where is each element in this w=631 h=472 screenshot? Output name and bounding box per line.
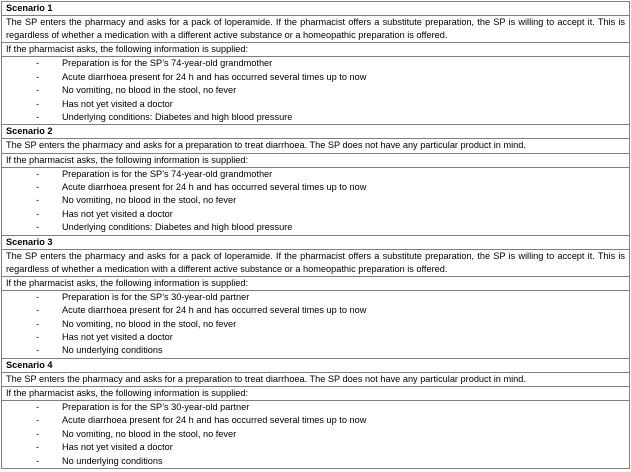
bullet-dash: - [36, 345, 40, 356]
list-item [2, 208, 629, 221]
list-item-text: Underlying conditions: Diabetes and high blood pressure [62, 222, 293, 233]
bullet-dash: - [36, 98, 40, 109]
bullet-dash: - [36, 181, 40, 192]
bullet-dash: - [36, 402, 40, 413]
bullet-dash: - [36, 415, 40, 426]
list-item [2, 318, 629, 331]
list-item [2, 331, 629, 344]
bullet-dash: - [36, 168, 40, 179]
scenarios-table [1, 1, 630, 469]
list-item-text: Underlying conditions: Diabetes and high blood pressure [62, 111, 293, 122]
list-item [2, 57, 629, 70]
list-item [2, 168, 629, 181]
bullet-dash: - [36, 318, 40, 329]
list-item [2, 221, 629, 234]
list-item-text: Preparation is for the SP’s 30-year-old partner [62, 291, 250, 302]
list-item-text: Has not yet visited a doctor [62, 442, 173, 453]
bullet-dash: - [36, 428, 40, 439]
list-item [2, 111, 629, 124]
list-item-text: Acute diarrhoea present for 24 h and has occurred several times up to now [62, 305, 367, 316]
information-intro: If the pharmacist asks, the following information is supplied: [2, 154, 629, 168]
list-item [2, 194, 629, 207]
scenario-block [2, 236, 629, 359]
list-item-text: No underlying conditions [62, 345, 163, 356]
scenario-description: The SP enters the pharmacy and asks for a preparation to treat diarrhoea. The SP does not have any particular product in mind. [2, 139, 629, 153]
list-item-text: Acute diarrhoea present for 24 h and has occurred several times up to now [62, 71, 367, 82]
list-item [2, 441, 629, 454]
scenario-description: The SP enters the pharmacy and asks for a preparation to treat diarrhoea. The SP does not have any particular product in mind. [2, 373, 629, 387]
list-item [2, 71, 629, 84]
list-item [2, 414, 629, 427]
list-item [2, 181, 629, 194]
information-list [2, 57, 629, 125]
list-item [2, 84, 629, 97]
scenario-title: Scenario 3 [2, 236, 629, 250]
bullet-dash: - [36, 85, 40, 96]
information-list [2, 168, 629, 236]
list-item-text: Preparation is for the SP’s 30-year-old partner [62, 402, 250, 413]
list-item-text: Acute diarrhoea present for 24 h and has occurred several times up to now [62, 415, 367, 426]
scenario-title: Scenario 1 [2, 2, 629, 16]
bullet-dash: - [36, 442, 40, 453]
bullet-dash: - [36, 305, 40, 316]
information-list [2, 401, 629, 468]
scenario-description: The SP enters the pharmacy and asks for a pack of loperamide. If the pharmacist offers a substitute preparation, the SP is willing to accept it. This is regardless of whether a medication with a different active substance or a homeopathic preparation is offered. [2, 250, 629, 277]
list-item-text: Has not yet visited a doctor [62, 208, 173, 219]
information-intro: If the pharmacist asks, the following information is supplied: [2, 387, 629, 401]
list-item [2, 344, 629, 357]
list-item-text: Has not yet visited a doctor [62, 332, 173, 343]
scenario-block [2, 359, 629, 468]
list-item [2, 304, 629, 317]
list-item-text: No vomiting, no blood in the stool, no fever [62, 85, 237, 96]
bullet-dash: - [36, 455, 40, 466]
list-item [2, 98, 629, 111]
scenario-title: Scenario 2 [2, 125, 629, 139]
list-item [2, 291, 629, 304]
list-item-text: Preparation is for the SP’s 74-year-old grandmother [62, 58, 273, 69]
scenario-block [2, 125, 629, 235]
bullet-dash: - [36, 58, 40, 69]
bullet-dash: - [36, 111, 40, 122]
list-item-text: No vomiting, no blood in the stool, no fever [62, 318, 237, 329]
bullet-dash: - [36, 291, 40, 302]
list-item-text: Preparation is for the SP’s 74-year-old grandmother [62, 168, 273, 179]
list-item-text: Has not yet visited a doctor [62, 98, 173, 109]
bullet-dash: - [36, 195, 40, 206]
bullet-dash: - [36, 332, 40, 343]
bullet-dash: - [36, 222, 40, 233]
bullet-dash: - [36, 208, 40, 219]
list-item-text: No underlying conditions [62, 455, 163, 466]
list-item-text: No vomiting, no blood in the stool, no fever [62, 428, 237, 439]
list-item-text: No vomiting, no blood in the stool, no fever [62, 195, 237, 206]
bullet-dash: - [36, 71, 40, 82]
scenario-description: The SP enters the pharmacy and asks for a pack of loperamide. If the pharmacist offers a substitute preparation, the SP is willing to accept it. This is regardless of whether a medication with a different active substance or a homeopathic preparation is offered. [2, 16, 629, 43]
scenario-block [2, 2, 629, 125]
scenario-title: Scenario 4 [2, 359, 629, 373]
list-item [2, 428, 629, 441]
list-item [2, 455, 629, 468]
information-list [2, 291, 629, 359]
list-item [2, 401, 629, 414]
information-intro: If the pharmacist asks, the following information is supplied: [2, 277, 629, 291]
list-item-text: Acute diarrhoea present for 24 h and has occurred several times up to now [62, 181, 367, 192]
information-intro: If the pharmacist asks, the following information is supplied: [2, 43, 629, 57]
